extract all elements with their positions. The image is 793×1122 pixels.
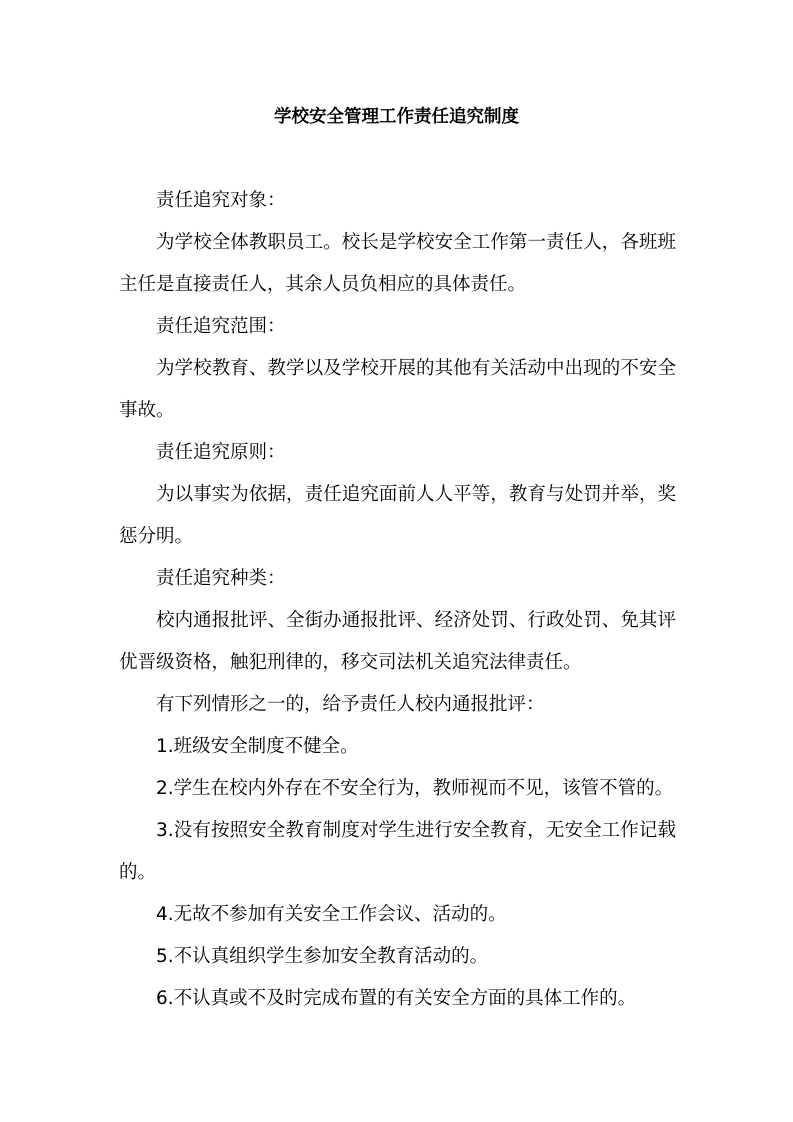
section-heading-types: 责任追究种类：: [156, 568, 286, 589]
list-item: 1.班级安全制度不健全。: [156, 736, 359, 757]
list-item: 6.不认真或不及时完成布置的有关安全方面的具体工作的。: [156, 988, 637, 1009]
paragraph: 校内通报批评、全街办通报批评、经济处罚、行政处罚、免其评优晋级资格，触犯刑律的，移交司法机关追究法律责任。: [119, 610, 676, 673]
list-item: 2.学生在校内外存在不安全行为，教师视而不见，该管不管的。: [156, 778, 674, 799]
section-heading-principle: 责任追究原则：: [156, 442, 286, 463]
list-item: 5.不认真组织学生参加安全教育活动的。: [156, 946, 489, 967]
document-body: [119, 180, 676, 1020]
section-heading-target: 责任追究对象：: [156, 190, 286, 211]
paragraph: 为学校教育、教学以及学校开展的其他有关活动中出现的不安全事故。: [119, 358, 676, 421]
list-item: 3.没有按照安全教育制度对学生进行安全教育，无安全工作记载的。: [119, 820, 676, 883]
list-item: 4.无故不参加有关安全工作会议、活动的。: [156, 904, 507, 925]
paragraph: 为以事实为依据，责任追究面前人人平等，教育与处罚并举，奖惩分明。: [119, 484, 676, 547]
paragraph: 有下列情形之一的，给予责任人校内通报批评：: [156, 694, 545, 715]
document-title: 学校安全管理工作责任追究制度: [274, 107, 519, 127]
section-heading-scope: 责任追究范围：: [156, 316, 286, 337]
paragraph: 为学校全体教职员工。校长是学校安全工作第一责任人，各班班主任是直接责任人，其余人员负相应的具体责任。: [119, 232, 676, 295]
